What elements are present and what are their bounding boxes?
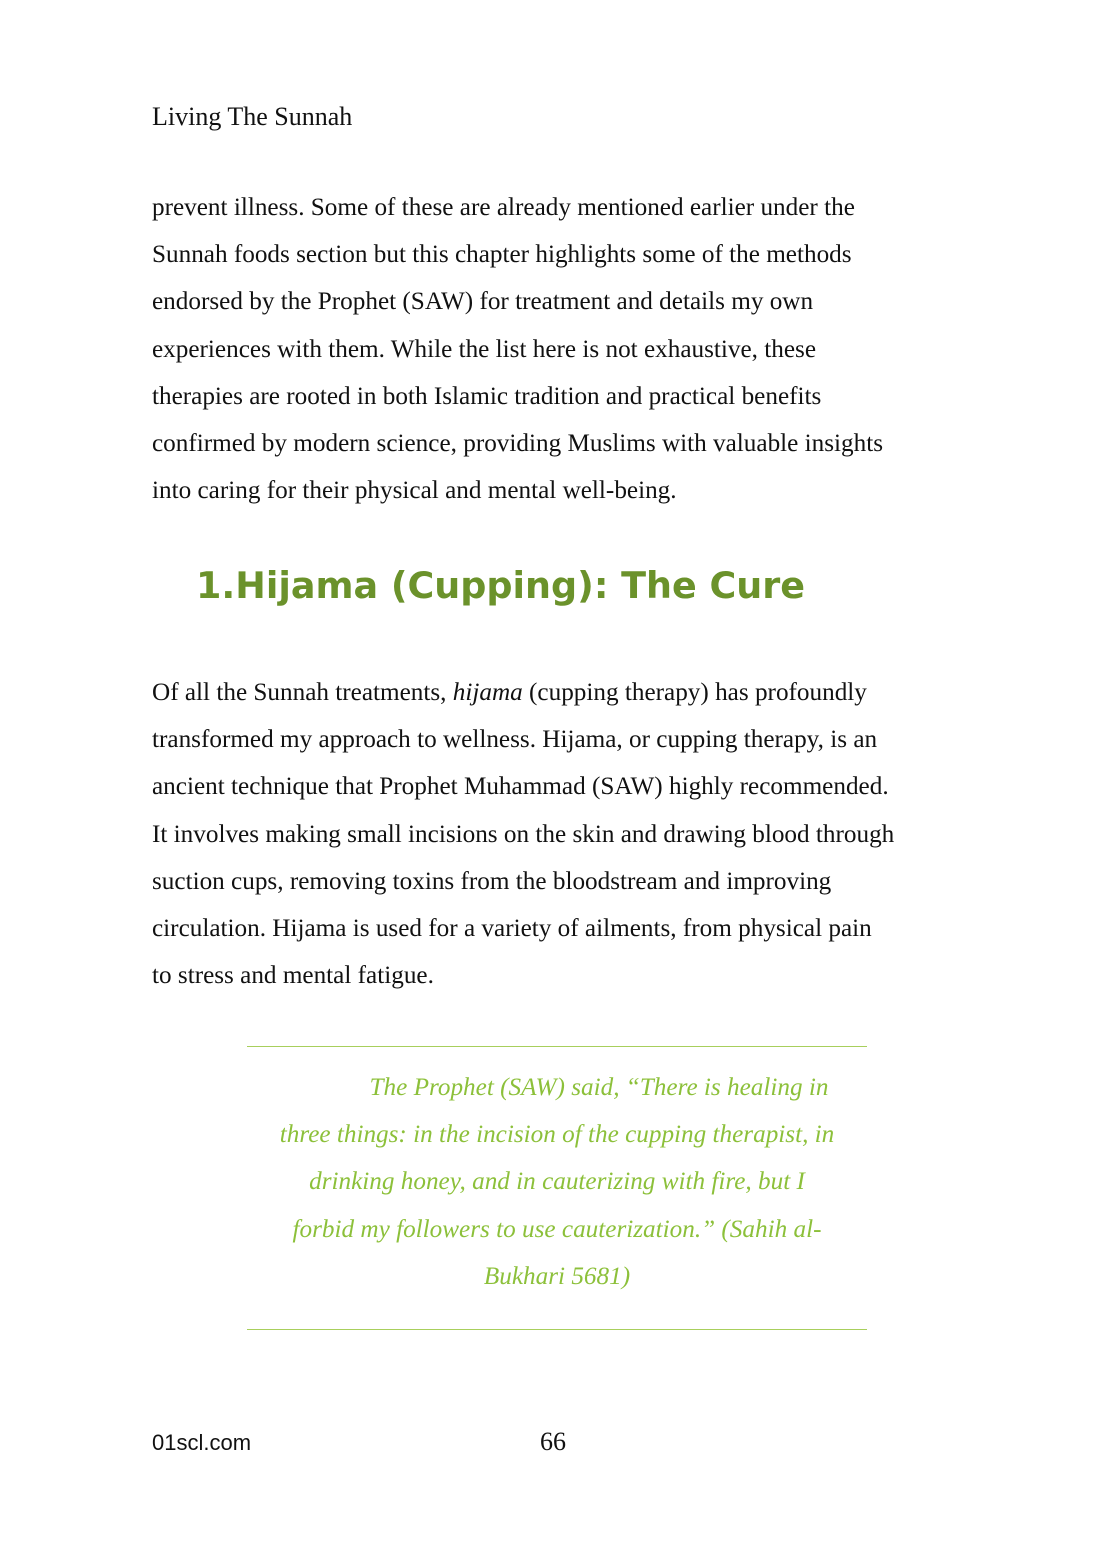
paragraph-line: experiences with them. While the list here is not exhaustive, these [152,335,817,363]
footer-site: 01scl.com [152,1430,252,1455]
paragraph-line: therapies are rooted in both Islamic tradition and practical benefits [152,382,822,410]
running-header: Living The Sunnah [152,102,353,131]
page-number: 66 [540,1427,566,1456]
italic-term: hijama [452,679,523,706]
quote-top-divider [247,1046,867,1047]
paragraph-line: suction cups, removing toxins from the bloodstream and improving [152,867,832,895]
intro-paragraph [152,184,883,514]
quote-line: three things: in the incision of the cupping therapist, in [279,1121,835,1149]
quote-line: The Prophet (SAW) said, “There is healing in [369,1074,829,1101]
paragraph-line: It involves making small incisions on the skin and drawing blood through [152,820,895,848]
paragraph-line: confirmed by modern science, providing Muslims with valuable insights [152,430,884,458]
section-number: 1. [196,564,236,607]
quote-line: Bukhari 5681) [483,1262,631,1290]
quote-bottom-divider [247,1329,867,1330]
paragraph-line: to stress and mental fatigue. [152,962,434,990]
hadith-quote [247,1064,867,1300]
paragraph-line: endorsed by the Prophet (SAW) for treatment and details my own [152,288,814,316]
quote-line: drinking honey, and in cauterizing with fire, but I [309,1168,805,1196]
paragraph-line: into caring for their physical and mental well-being. [152,477,677,505]
paragraph-line: transformed my approach to wellness. Hijama, or cupping therapy, is an [152,726,878,754]
paragraph-line: prevent illness. Some of these are already mentioned earlier under the [152,194,855,221]
text-run: Of all the Sunnah treatments, [152,679,453,706]
quote-line: forbid my followers to use cauterization.” (Sahih al- [292,1215,822,1243]
paragraph-line: Sunnah foods section but this chapter highlights some of the methods [152,241,852,269]
paragraph-line: circulation. Hijama is used for a variety of ailments, from physical pain [152,915,872,943]
text-run: (cupping therapy) has profoundly [522,679,867,706]
paragraph-line: ancient technique that Prophet Muhammad (SAW) highly recommended. [152,773,889,801]
section-heading [196,556,805,616]
section-title: Hijama (Cupping): The Cure [235,564,806,607]
hijama-paragraph [152,669,894,999]
paragraph-line [152,669,894,716]
